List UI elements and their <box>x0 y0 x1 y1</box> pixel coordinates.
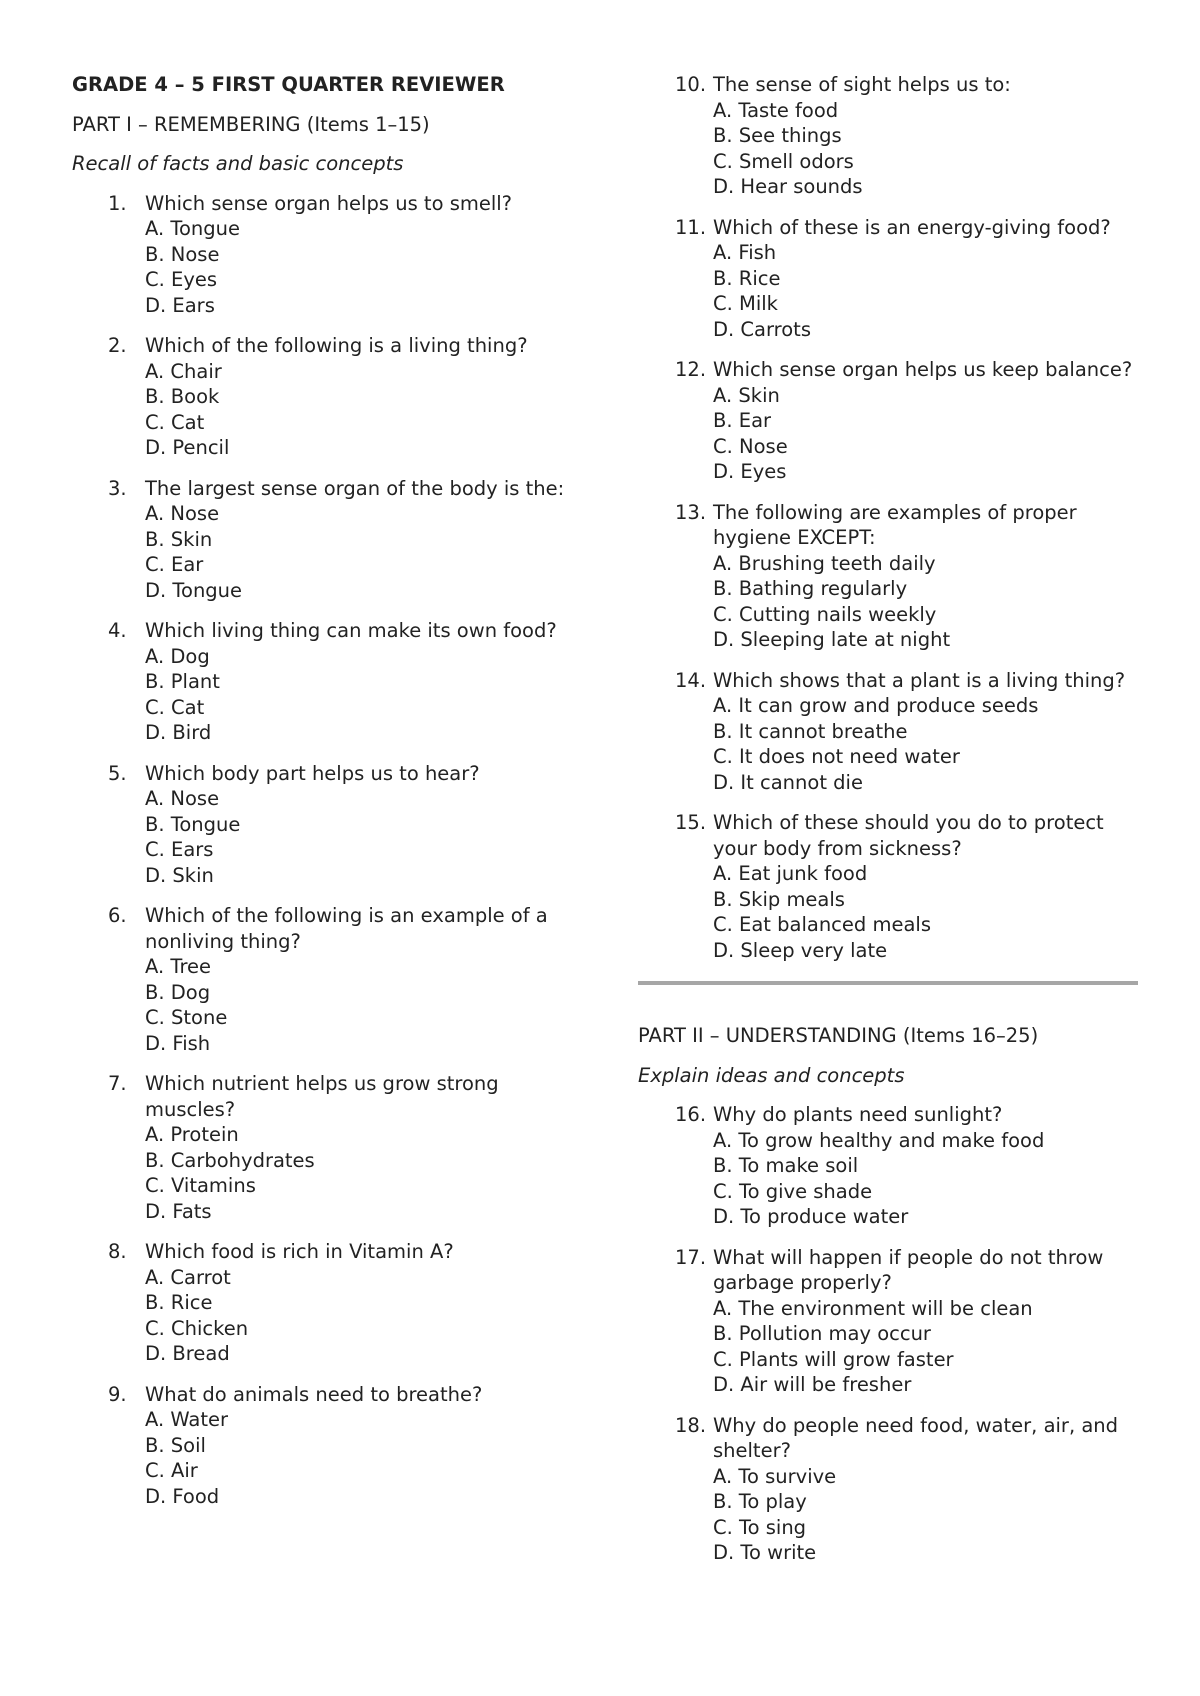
question-text: Which sense organ helps us keep balance? <box>713 358 1133 381</box>
answer-choice: C. Vitamins <box>145 1174 256 1197</box>
answer-choice: A. Protein <box>145 1123 239 1146</box>
question-list <box>638 1102 1138 1566</box>
question-number: 8. <box>108 1240 127 1263</box>
answer-choice: B. Rice <box>145 1291 213 1314</box>
question-number: 2. <box>108 334 127 357</box>
answer-choice: C. Cat <box>145 695 205 719</box>
question-text: Which shows that a plant is a living thing? <box>713 668 1126 692</box>
answer-choice: C. Stone <box>145 1006 228 1029</box>
question-text: Which nutrient helps us grow strong muscles? <box>145 1072 499 1121</box>
answer-choice: D. Carrots <box>713 317 811 341</box>
question-number: 9. <box>108 1382 127 1406</box>
answer-choice: C. Ear <box>145 553 204 576</box>
answer-choice: B. Bathing regularly <box>713 577 908 600</box>
question-list <box>72 191 572 1510</box>
question-number: 1. <box>108 191 127 215</box>
question-text: Which sense organ helps us to smell? <box>145 191 513 215</box>
question-item <box>72 618 572 746</box>
answer-choice: A. Dog <box>145 644 210 668</box>
answer-choice: B. Skin <box>145 527 213 551</box>
question-number: 7. <box>108 1072 127 1095</box>
question-text: The following are examples of proper hygiene EXCEPT: <box>713 500 1077 549</box>
answer-choice: C. Nose <box>713 434 788 458</box>
answer-choice: D. Ears <box>145 293 215 317</box>
answer-choice: B. Plant <box>145 670 220 693</box>
answer-choice: A. Taste food <box>713 98 839 122</box>
answer-choice: A. Nose <box>145 502 220 525</box>
answer-choice: C. To sing <box>713 1515 807 1539</box>
question-item <box>638 668 1138 796</box>
answer-choice: D. Bird <box>145 721 212 744</box>
answer-choice: A. To grow healthy and make food <box>713 1128 1045 1152</box>
answer-choice: C. Ears <box>145 838 214 861</box>
answer-choice: D. To write <box>713 1541 817 1564</box>
question-text: Which of these is an energy-giving food? <box>713 215 1111 239</box>
question-number: 14. <box>675 668 707 692</box>
answer-choice: D. Tongue <box>145 578 243 602</box>
answer-choice: C. Eat balanced meals <box>713 913 931 936</box>
part-2-heading: PART II – UNDERSTANDING (Items 16–25) <box>638 1024 1039 1047</box>
answer-choice: B. Soil <box>145 1433 206 1457</box>
question-text: Why do people need food, water, air, and shelter? <box>713 1413 1119 1462</box>
question-item <box>638 1245 1138 1398</box>
answer-choice: A. Brushing teeth daily <box>713 551 936 575</box>
question-text: The largest sense organ of the body is the: <box>145 476 565 500</box>
answer-choice: A. To survive <box>713 1464 837 1488</box>
question-item <box>72 761 572 889</box>
question-number: 11. <box>675 215 707 239</box>
answer-choice: D. It cannot die <box>713 770 863 794</box>
answer-choice: D. Fats <box>145 1199 212 1223</box>
left-column <box>72 72 572 1524</box>
question-number: 3. <box>108 476 127 500</box>
answer-choice: D. Hear sounds <box>713 175 863 198</box>
question-text: Which body part helps us to hear? <box>145 761 480 785</box>
answer-choice: D. Skin <box>145 863 214 887</box>
answer-choice: D. Sleep very late <box>713 938 888 962</box>
question-item <box>638 357 1138 485</box>
question-item <box>72 903 572 1056</box>
answer-choice: D. Bread <box>145 1342 230 1365</box>
question-item <box>638 1102 1138 1230</box>
question-text: What will happen if people do not throw garbage properly? <box>713 1245 1104 1294</box>
question-number: 16. <box>675 1103 707 1126</box>
right-column <box>638 72 1138 1581</box>
question-number: 4. <box>108 619 127 642</box>
answer-choice: B. Pollution may occur <box>713 1322 931 1345</box>
question-item <box>638 500 1138 653</box>
question-number: 10. <box>675 73 707 96</box>
answer-choice: B. Carbohydrates <box>145 1148 315 1172</box>
answer-choice: C. Cutting nails weekly <box>713 602 937 626</box>
answer-choice: B. Dog <box>145 980 211 1004</box>
answer-choice: B. Rice <box>713 266 781 290</box>
answer-choice: B. Skip meals <box>713 887 845 911</box>
question-text: Which of these should you do to protect your body from sickness? <box>713 811 1104 860</box>
part-2-subheading: Explain ideas and concepts <box>638 1063 905 1087</box>
question-number: 12. <box>675 358 707 381</box>
answer-choice: C. Chicken <box>145 1316 249 1340</box>
answer-choice: A. Skin <box>713 383 780 407</box>
answer-choice: C. It does not need water <box>713 745 960 768</box>
question-item <box>72 191 572 319</box>
question-text: What do animals need to breathe? <box>145 1382 483 1406</box>
answer-choice: A. Nose <box>145 787 220 810</box>
answer-choice: C. Plants will grow faster <box>713 1347 954 1371</box>
question-item <box>72 1071 572 1224</box>
answer-choice: B. To make soil <box>713 1154 859 1177</box>
question-item <box>638 215 1138 343</box>
question-item <box>72 333 572 461</box>
answer-choice: B. See things <box>713 124 842 147</box>
answer-choice: D. Air will be fresher <box>713 1373 912 1396</box>
question-number: 13. <box>675 500 707 524</box>
answer-choice: A. Fish <box>713 241 777 264</box>
answer-choice: D. Pencil <box>145 436 230 459</box>
question-number: 18. <box>675 1413 707 1437</box>
answer-choice: B. Book <box>145 385 220 408</box>
answer-choice: A. Carrot <box>145 1265 231 1289</box>
answer-choice: C. Milk <box>713 292 778 315</box>
question-number: 15. <box>675 811 707 834</box>
answer-choice: A. Chair <box>145 359 222 383</box>
question-text: Why do plants need sunlight? <box>713 1103 1003 1126</box>
answer-choice: D. Eyes <box>713 460 787 483</box>
question-text: Which of the following is a living thing? <box>145 334 528 357</box>
answer-choice: B. Tongue <box>145 812 241 836</box>
answer-choice: C. To give shade <box>713 1179 873 1203</box>
question-text: The sense of sight helps us to: <box>713 73 1011 96</box>
question-list <box>638 72 1138 963</box>
part-1-heading: PART I – REMEMBERING (Items 1–15) <box>72 112 430 136</box>
answer-choice: D. Fish <box>145 1031 211 1055</box>
answer-choice: B. Ear <box>713 409 772 432</box>
answer-choice: C. Cat <box>145 410 205 434</box>
answer-choice: A. The environment will be clean <box>713 1296 1033 1320</box>
question-number: 6. <box>108 904 127 927</box>
answer-choice: D. To produce water <box>713 1205 909 1228</box>
answer-choice: C. Eyes <box>145 268 218 291</box>
answer-choice: A. Eat junk food <box>713 862 868 885</box>
answer-choice: B. To play <box>713 1490 807 1513</box>
question-item <box>72 1382 572 1510</box>
part-1-subheading: Recall of facts and basic concepts <box>72 152 404 175</box>
answer-choice: B. It cannot breathe <box>713 719 908 743</box>
answer-choice: A. Tree <box>145 955 212 978</box>
question-text: Which food is rich in Vitamin A? <box>145 1240 454 1263</box>
question-text: Which living thing can make its own food? <box>145 619 557 642</box>
answer-choice: C. Smell odors <box>713 149 854 173</box>
question-item <box>638 810 1138 963</box>
question-item <box>72 476 572 604</box>
answer-choice: B. Nose <box>145 242 220 266</box>
question-number: 5. <box>108 761 127 785</box>
question-item <box>638 1413 1138 1566</box>
question-text: Which of the following is an example of a nonliving thing? <box>145 904 548 953</box>
answer-choice: D. Food <box>145 1484 220 1508</box>
answer-choice: D. Sleeping late at night <box>713 628 951 651</box>
question-item <box>72 1239 572 1367</box>
answer-choice: C. Air <box>145 1459 198 1482</box>
section-divider <box>638 981 1138 985</box>
document-title: GRADE 4 – 5 FIRST QUARTER REVIEWER <box>72 73 505 96</box>
question-number: 17. <box>675 1245 707 1269</box>
answer-choice: A. Tongue <box>145 217 241 240</box>
answer-choice: A. Water <box>145 1408 229 1431</box>
answer-choice: A. It can grow and produce seeds <box>713 694 1039 717</box>
question-item <box>638 72 1138 200</box>
